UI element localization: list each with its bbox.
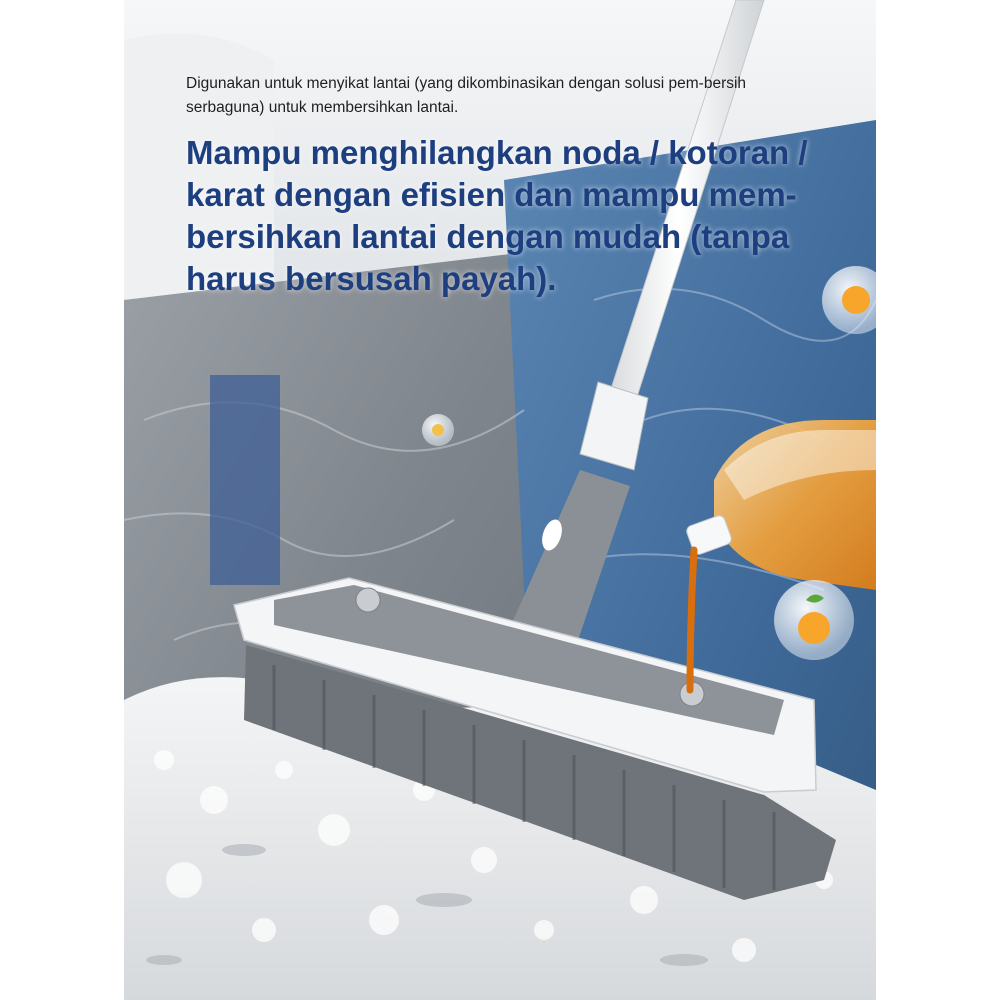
caption-text: Digunakan untuk menyikat lantai (yang dikombinasikan dengan solusi pem-bersih serbaguna) untuk membersihkan lantai.: [186, 75, 747, 116]
headline-text: Mampu menghilangkan noda / kotoran / karat dengan efisien dan mampu mem-bersihkan lantai dengan mudah (tanpa harus bersusah payah).: [186, 134, 808, 297]
